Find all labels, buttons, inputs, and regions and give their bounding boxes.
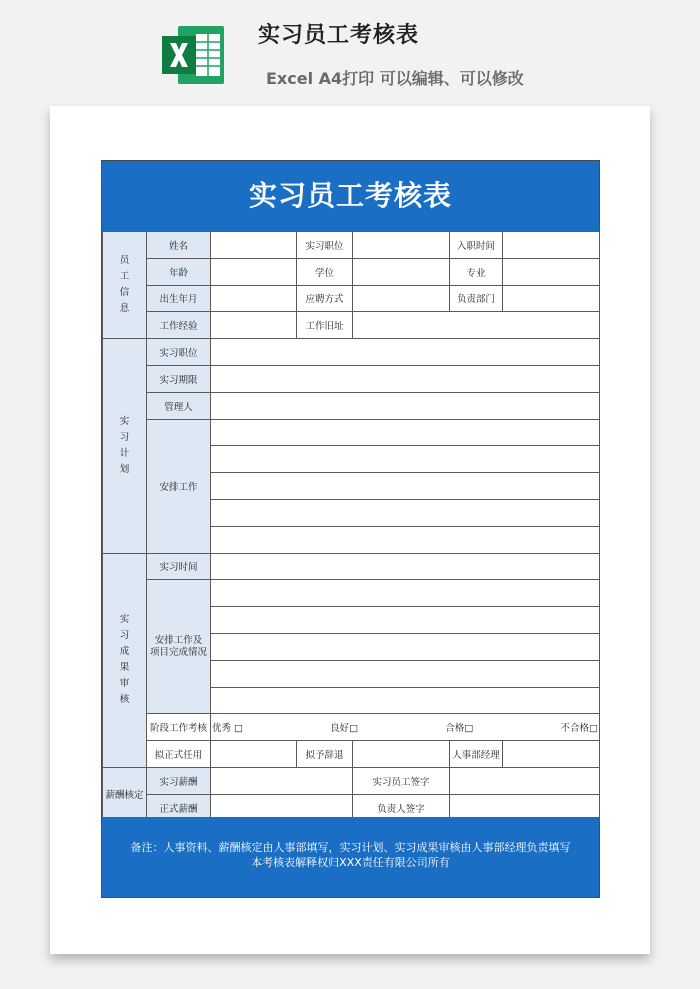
section-char: 计 [119,447,130,459]
label-formal-salary: 正式薪酬 [147,794,211,821]
input-intern-sign[interactable] [450,767,600,794]
input-intern-time[interactable] [211,553,600,580]
form-title: 实习员工考核表 [102,161,599,231]
section-salary: 薪酬核定 [103,767,147,821]
row-name [103,232,600,259]
label-hr-manager: 人事部经理 [450,741,503,768]
input-entry-time[interactable] [503,232,600,259]
label-intern-time: 实习时间 [147,553,211,580]
section-char: 工 [119,271,130,283]
label-plan-position: 实习职位 [147,339,211,366]
input-period[interactable] [211,365,600,392]
section-char: 息 [119,303,130,315]
input-work-experience[interactable] [211,312,297,339]
document-subtitle: Excel A4打印 可以编辑、可以修改 [266,69,524,88]
section-char: 实 [119,415,130,427]
label-person-sign: 负责人签字 [353,794,450,821]
label-period: 实习期限 [147,365,211,392]
row-birth [103,285,600,312]
label-intern-salary: 实习薪酬 [147,767,211,794]
label-major: 专业 [450,258,503,285]
section-char: 员 [119,255,130,267]
label-entry-time: 入职时间 [450,232,503,259]
input-arrangement-line[interactable] [211,473,600,500]
excel-icon [160,22,226,88]
input-completion-line[interactable] [211,660,600,687]
section-employee-info [103,232,147,339]
label-work-experience: 工作经验 [147,312,211,339]
label-education: 学位 [297,258,353,285]
rating-good-checkbox[interactable]: 良好□ [330,723,359,735]
section-char: 成 [119,646,130,658]
section-char: 信 [119,287,130,299]
note-line-1: 备注：人事资料、薪酬核定由人事部填写，实习计划、实习成果审核由人事部经理负责填写 [130,841,571,854]
row-intern-salary [103,767,600,794]
section-results [103,553,147,767]
label-completion-line1: 安排工作及 [154,634,203,646]
input-arrangement-line[interactable] [211,419,600,446]
page-header [0,0,700,100]
section-char: 审 [119,678,130,690]
label-age: 年龄 [147,258,211,285]
section-char: 划 [119,463,130,475]
input-hr-manager[interactable] [503,741,600,768]
section-char: 实 [119,614,130,626]
row-work-experience [103,312,600,339]
input-intern-salary[interactable] [211,767,353,794]
row-arrangement [103,419,600,446]
row-period [103,365,600,392]
input-arrangement-line[interactable] [211,446,600,473]
label-apply-method: 应聘方式 [297,285,353,312]
input-arrangement-line[interactable] [211,526,600,553]
label-intern-sign: 实习员工签字 [353,767,450,794]
row-completion [103,580,600,607]
input-intern-position[interactable] [353,232,450,259]
label-completion [147,580,211,714]
input-manager[interactable] [211,392,600,419]
input-education[interactable] [353,258,450,285]
form-grid [102,231,600,822]
section-char: 果 [119,662,130,674]
label-dept-in-charge: 负责部门 [450,285,503,312]
rating-fail-checkbox[interactable]: 不合格□ [560,723,598,735]
input-formal-hire[interactable] [211,741,297,768]
input-major[interactable] [503,258,600,285]
input-plan-position[interactable] [211,339,600,366]
row-intern-time [103,553,600,580]
input-dept-in-charge[interactable] [503,285,600,312]
form-note [102,817,599,897]
input-age[interactable] [211,258,297,285]
note-line-2: 本考核表解释权归XXX责任有限公司所有 [251,856,450,869]
input-old-address[interactable] [353,312,600,339]
input-apply-method[interactable] [353,285,450,312]
label-old-address: 工作旧址 [297,312,353,339]
label-formal-hire: 拟正式任用 [147,741,211,768]
row-plan-position [103,339,600,366]
label-birth: 出生年月 [147,285,211,312]
label-stage-review: 阶段工作考核 [147,714,211,741]
rating-options [211,714,600,741]
rating-excellent-checkbox[interactable]: 优秀 □ [212,723,243,735]
document-title: 实习员工考核表 [258,23,420,48]
row-manager [103,392,600,419]
row-decision [103,741,600,768]
section-char: 习 [119,431,130,443]
label-manager: 管理人 [147,392,211,419]
label-name: 姓名 [147,232,211,259]
label-dismiss: 拟予辞退 [297,741,353,768]
row-age [103,258,600,285]
input-name[interactable] [211,232,297,259]
section-char: 核 [119,694,130,706]
input-completion-line[interactable] [211,633,600,660]
label-intern-position: 实习职位 [297,232,353,259]
label-completion-line2: 项目完成情况 [149,646,207,658]
input-arrangement-line[interactable] [211,499,600,526]
input-completion-line[interactable] [211,607,600,634]
input-completion-line[interactable] [211,687,600,714]
row-stage-review [103,714,600,741]
section-plan [103,339,147,553]
rating-pass-checkbox[interactable]: 合格□ [445,723,474,735]
input-dismiss[interactable] [353,741,450,768]
section-char: 习 [119,630,130,642]
label-arrangement: 安排工作 [147,419,211,553]
input-birth[interactable] [211,285,297,312]
assessment-form [101,160,600,898]
input-completion-line[interactable] [211,580,600,607]
